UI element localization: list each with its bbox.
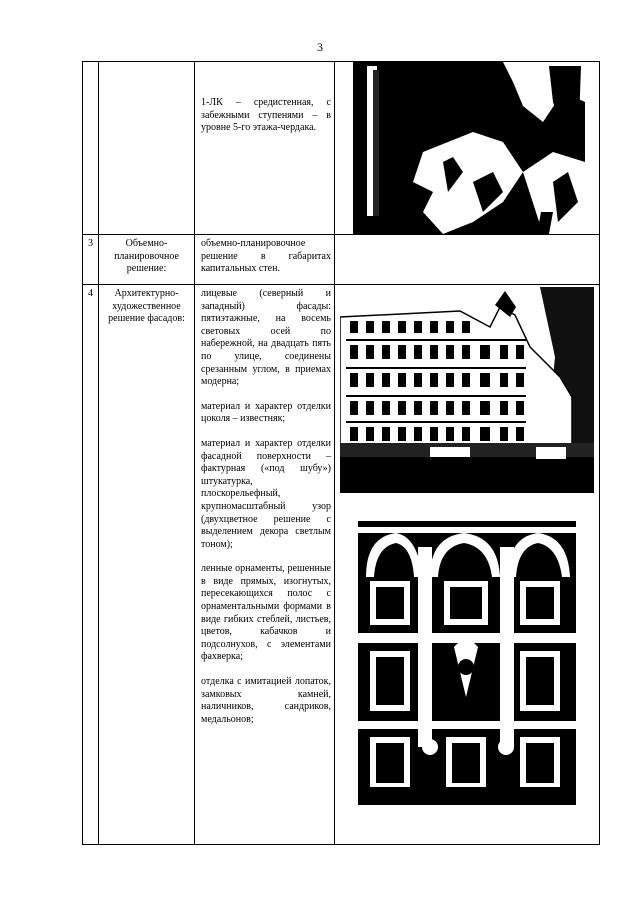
passport-table xyxy=(82,61,600,845)
description-paragraph: 1-ЛК – средистенная, с забежными ступенями – в уровне 5-го этажа-чердака. xyxy=(201,97,331,134)
description-paragraph: ленные орнаменты, решенные в виде прямых, изогнутых, пересекающихся полос с орнаментальными формами в виде гибких стеблей, листьев, цветов, кабачков и подсолнухов, с элементами фахверка; xyxy=(201,563,331,663)
row-name-cell xyxy=(99,62,195,235)
building-facade-photo xyxy=(340,287,594,493)
row-description-cell xyxy=(195,62,335,235)
row-description-cell xyxy=(195,235,335,285)
row-photo-cell xyxy=(335,285,600,845)
table-row xyxy=(83,62,600,235)
row-number-cell xyxy=(83,62,99,235)
staircase-photo xyxy=(353,62,585,234)
description-paragraph: лицевые (северный и западный) фасады: пятиэтажные, на восемь световых осей по набережной, на двадцать пять по улице, соединены срезанным углом, в приемах модерна; xyxy=(201,288,331,388)
description-paragraph: материал и характер отделки цоколя – известняк; xyxy=(201,400,331,425)
row-name-cell: Объемно-планировочное решение: xyxy=(99,235,195,285)
table-row xyxy=(83,235,600,285)
row-number-cell: 4 xyxy=(83,285,99,845)
row-name-cell: Архитектурно-художественное решение фасадов: xyxy=(99,285,195,845)
facade-ornament-detail-photo xyxy=(358,507,576,805)
page-number: 3 xyxy=(317,40,323,54)
table-row xyxy=(83,285,600,845)
description-paragraph: материал и характер отделки фасадной поверхности – фактурная («под шубу») штукатурка, плоскорельефный, крупномасштабный узор (двухцветное решение с выделением декора светлым тоном); xyxy=(201,437,331,550)
row-photo-cell xyxy=(335,235,600,285)
description-paragraph: объемно-планировочное решение в габаритах капитальных стен. xyxy=(201,238,331,275)
row-number-cell: 3 xyxy=(83,235,99,285)
row-photo-cell xyxy=(335,62,600,235)
description-paragraph: отделка с имитацией лопаток, замковых камней, наличников, сандриков, медальонов; xyxy=(201,676,331,725)
row-description-cell xyxy=(195,285,335,845)
